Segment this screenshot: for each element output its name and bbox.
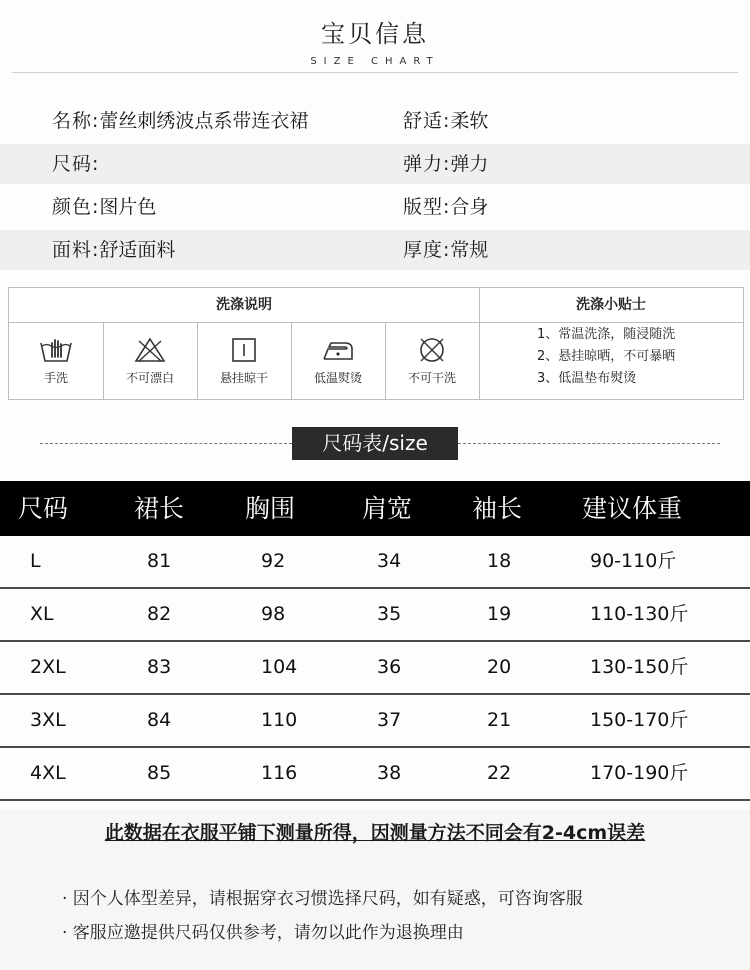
table-cell: XL <box>30 603 54 625</box>
wash-item-low-iron <box>291 323 385 399</box>
washing-tip: 3、低温垫布熨烫 <box>537 371 637 386</box>
wash-item-label: 低温熨烫 <box>313 371 362 385</box>
table-cell: 82 <box>147 603 172 625</box>
wash-item-label: 手洗 <box>43 371 68 385</box>
table-cell: 110-130斤 <box>590 603 689 625</box>
info-row-name <box>0 101 750 141</box>
column-header: 尺码 <box>18 494 69 523</box>
table-cell: 22 <box>487 762 512 784</box>
table-cell: 84 <box>147 709 172 731</box>
info-key: 颜色: <box>52 196 100 218</box>
column-header: 袖长 <box>472 494 523 523</box>
table-cell: L <box>30 550 41 572</box>
product-info-section <box>0 0 750 470</box>
info-value: 合身 <box>450 196 489 218</box>
table-cell: 37 <box>377 709 402 731</box>
column-header: 建议体重 <box>582 494 683 523</box>
info-row-size <box>0 144 750 184</box>
table-cell: 92 <box>261 550 286 572</box>
column-header: 裙长 <box>134 494 185 523</box>
wash-item-no-bleach <box>103 323 197 399</box>
dashed-divider <box>40 443 292 444</box>
info-value: 图片色 <box>99 196 157 218</box>
table-cell: 130-150斤 <box>590 656 689 678</box>
table-cell: 19 <box>487 603 512 625</box>
washing-tips <box>479 324 743 390</box>
wash-item-label: 悬挂晾干 <box>219 371 268 385</box>
table-row <box>0 695 750 748</box>
info-key: 名称: <box>52 110 100 132</box>
washing-instructions-title: 洗涤说明 <box>216 297 272 313</box>
note-line: · 客服应邀提供尺码仅供参考，请勿以此作为退换理由 <box>62 923 464 943</box>
table-cell: 34 <box>377 550 402 572</box>
info-row-color <box>0 187 750 227</box>
wash-item-label: 不可干洗 <box>407 371 456 385</box>
column-header: 胸围 <box>245 494 296 523</box>
page-title: 宝贝信息 <box>321 20 429 48</box>
info-value: 常规 <box>450 239 489 261</box>
row-divider <box>0 799 750 801</box>
wash-item-label: 不可漂白 <box>125 371 174 385</box>
size-chart-label: 尺码表/size <box>292 427 458 460</box>
washing-table <box>8 287 744 400</box>
info-value: 舒适面料 <box>99 239 176 261</box>
dashed-divider <box>458 443 720 444</box>
hand-wash-icon <box>39 337 73 363</box>
table-cell: 90-110斤 <box>590 550 677 572</box>
table-cell: 35 <box>377 603 402 625</box>
table-cell: 4XL <box>30 762 66 784</box>
table-row <box>0 589 750 642</box>
page-subtitle: SIZE CHART <box>310 56 440 67</box>
column-header: 肩宽 <box>362 494 413 523</box>
table-cell: 21 <box>487 709 512 731</box>
washing-tips-title: 洗涤小贴士 <box>576 297 646 313</box>
size-table-header <box>0 481 750 536</box>
no-dry-clean-icon <box>415 337 449 363</box>
table-cell: 38 <box>377 762 402 784</box>
table-row <box>0 536 750 589</box>
table-cell: 3XL <box>30 709 66 731</box>
table-cell: 36 <box>377 656 402 678</box>
wash-item-hand-wash <box>9 323 103 399</box>
table-cell: 81 <box>147 550 172 572</box>
table-row <box>0 642 750 695</box>
info-key: 弹力: <box>403 153 451 175</box>
table-cell: 116 <box>261 762 298 784</box>
info-key: 面料: <box>52 239 100 261</box>
info-value: 柔软 <box>450 110 489 132</box>
table-cell: 18 <box>487 550 512 572</box>
table-cell: 20 <box>487 656 512 678</box>
title-divider <box>12 72 738 73</box>
no-bleach-icon <box>133 337 167 363</box>
info-key: 版型: <box>403 196 451 218</box>
hang-dry-icon <box>227 337 261 363</box>
table-cell: 104 <box>261 656 298 678</box>
wash-item-no-dry-clean <box>385 323 479 399</box>
table-cell: 2XL <box>30 656 66 678</box>
table-row <box>0 748 750 801</box>
info-value: 蕾丝刺绣波点系带连衣裙 <box>99 110 309 132</box>
note-line: · 因个人体型差异，请根据穿衣习惯选择尺码，如有疑惑，可咨询客服 <box>62 889 583 909</box>
table-cell: 170-190斤 <box>590 762 689 784</box>
info-key: 尺码: <box>52 153 100 175</box>
washing-tip: 1、常温洗涤，随浸随洗 <box>537 327 676 342</box>
table-cell: 110 <box>261 709 298 731</box>
low-iron-icon <box>321 337 355 363</box>
table-cell: 83 <box>147 656 172 678</box>
divider <box>479 322 743 323</box>
info-value: 弹力 <box>450 153 489 175</box>
measurement-note: 此数据在衣服平铺下测量所得，因测量方法不同会有2-4cm误差 <box>104 822 646 844</box>
table-cell: 150-170斤 <box>590 709 689 731</box>
wash-item-hang-dry <box>197 323 291 399</box>
table-cell: 98 <box>261 603 286 625</box>
info-row-fabric <box>0 230 750 270</box>
washing-tip: 2、悬挂晾晒，不可暴晒 <box>537 349 676 364</box>
table-cell: 85 <box>147 762 172 784</box>
info-key: 舒适: <box>403 110 451 132</box>
info-key: 厚度: <box>403 239 451 261</box>
